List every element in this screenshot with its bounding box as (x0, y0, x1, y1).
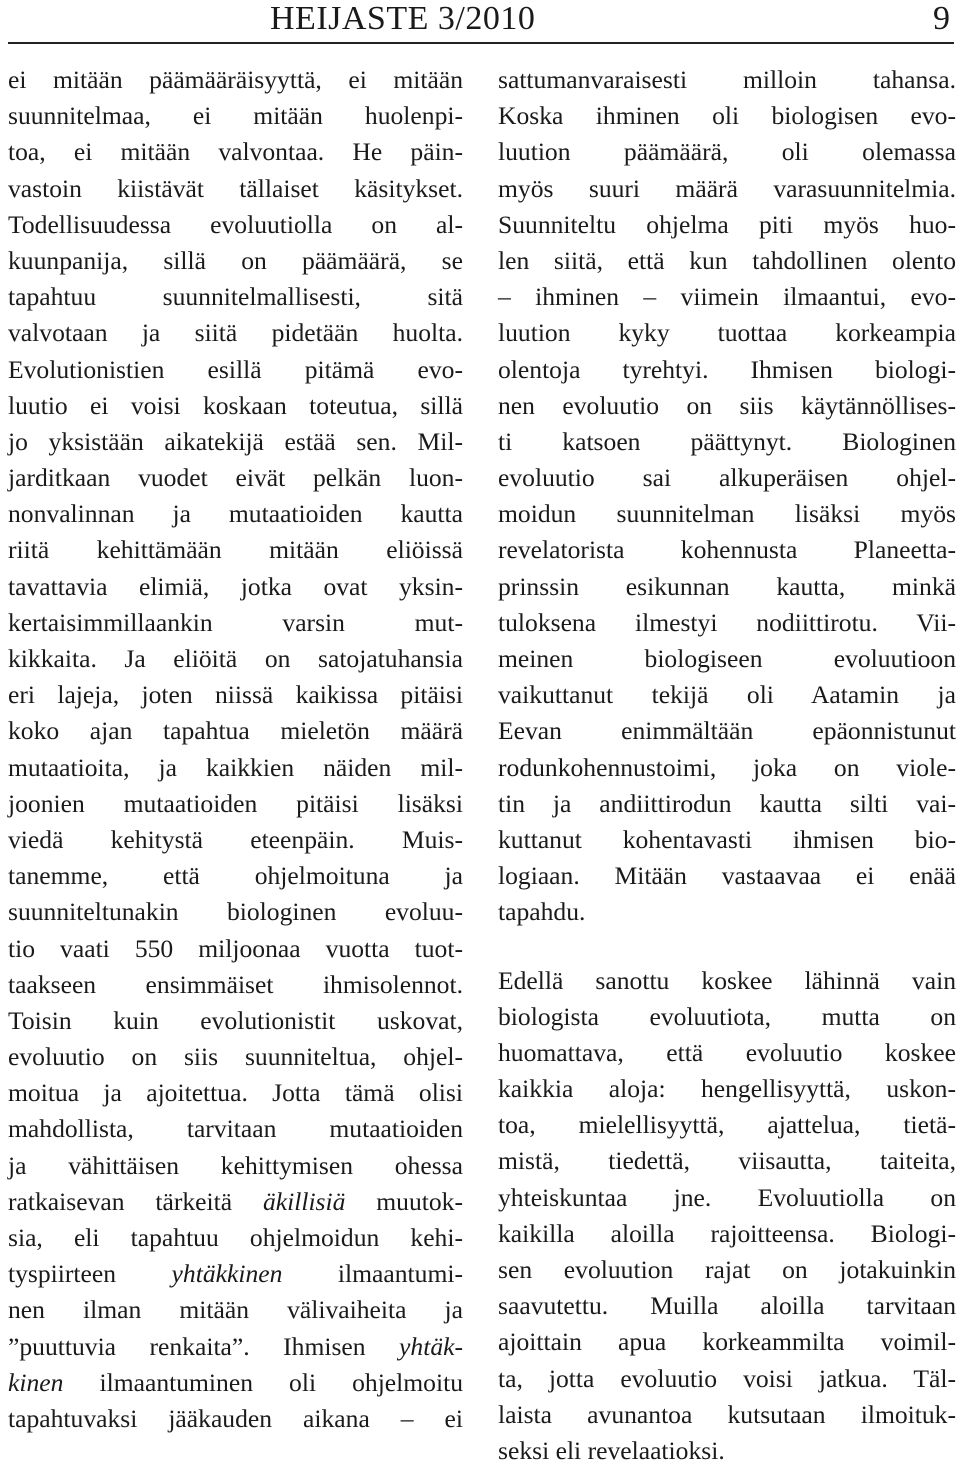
text-line: prinssin esikunnan kautta, minkä (498, 571, 956, 601)
text-line: moidun suunnitelman lisäksi myös (498, 499, 956, 529)
text-line (8, 1184, 463, 1220)
text-line: Eevan enimmältään epäonnistunut (498, 716, 956, 746)
text-line: meinen biologiseen evoluutioon (498, 644, 956, 673)
text-line: taakseen ensimmäiset ihmisolennot. (8, 969, 463, 999)
paragraph (498, 62, 956, 931)
text-line: Koska ihminen oli biologisen evo- (498, 101, 956, 131)
text-line: sia, eli tapahtuu ohjelmoidun kehi- (8, 1223, 463, 1252)
text-line: joonien mutaatioiden pitäisi lisäksi (8, 788, 463, 818)
italic-emphasis: kinen (8, 1367, 64, 1397)
text-line: tavattavia elimiä, jotka ovat yksin- (8, 571, 463, 601)
text-line: huomattava, että evoluutio koskee (498, 1037, 956, 1067)
text-line: riitä kehittämään mitään eliöissä (8, 535, 463, 565)
text-line (8, 1365, 463, 1401)
text-line: – ihminen – viimein ilmaantui, evo- (498, 282, 956, 312)
text-line: tapahdu. (498, 897, 586, 927)
text-line: Toisin kuin evolutionistit uskovat, (8, 1005, 463, 1035)
text-segment: ilmaantumi- (282, 1259, 464, 1289)
text-line: kaikilla aloilla rajoitteensa. Biologi- (498, 1218, 956, 1248)
text-segment: tyspiirteen (8, 1259, 172, 1289)
right-column (498, 62, 956, 1469)
text-line: Todellisuudessa evoluutiolla on al- (8, 209, 463, 239)
text-line: tin ja andiittirodun kautta silti vai- (498, 788, 956, 818)
text-segment: muutok- (345, 1186, 463, 1216)
text-line: ajoittain apua korkeammilta voimil- (498, 1327, 956, 1357)
text-line: jarditkaan vuodet eivät pelkän luon- (8, 463, 463, 493)
italic-emphasis: äkillisiä (262, 1186, 346, 1216)
text-line: ei mitään päämääräisyyttä, ei mitään (8, 65, 463, 94)
text-line: toa, ei mitään valvontaa. He päin- (8, 137, 463, 167)
publication-title: HEIJASTE 3/2010 (270, 0, 536, 37)
italic-emphasis: yhtäk- (399, 1331, 463, 1361)
text-line: myös suuri määrä varasuunnitelmia. (498, 173, 956, 203)
text-line: valvotaan ja siitä pidetään huolta. (8, 318, 463, 348)
text-line: kuunpanija, sillä on päämäärä, se (8, 245, 463, 275)
text-line: nonvalinnan ja mutaatioiden kautta (8, 499, 463, 529)
text-line: sattumanvaraisesti milloin tahansa. (498, 65, 956, 94)
text-segment: ilmaantuminen oli ohjelmoitu (63, 1367, 463, 1397)
text-line: revelatorista kohennusta Planeetta- (498, 535, 956, 565)
text-line: Evolutionistien esillä pitämä evo- (8, 354, 463, 384)
text-line: ta, jotta evoluutio voisi jatkua. Täl- (498, 1363, 956, 1393)
text-line: tapahtuu suunnitelmallisesti, sitä (8, 282, 463, 312)
text-line: rodunkohennustoimi, joka on viole- (498, 752, 956, 782)
text-line: suunnitelmaa, ei mitään huolenpi- (8, 101, 463, 131)
text-line: moitua ja ajoitettua. Jotta tämä olisi (8, 1078, 463, 1108)
text-line: sen evoluution rajat on jotakuinkin (498, 1255, 956, 1284)
text-line: tapahtuvaksi jääkauden aikana – ei (8, 1403, 463, 1433)
text-line: toa, mielellisyyttä, ajattelua, tietä- (498, 1110, 956, 1140)
text-line: suunniteltunakin biologinen evoluu- (8, 897, 463, 927)
text-line: nen ilman mitään välivaiheita ja (8, 1295, 463, 1325)
text-line: len siitä, että kun tahdollinen olento (498, 245, 956, 275)
text-line: mutaatioita, ja kaikkien näiden mil- (8, 752, 463, 782)
text-line: kertaisimmillaankin varsin mut- (8, 607, 463, 637)
text-line: Suunniteltu ohjelma piti myös huo- (498, 209, 956, 239)
text-line: laista avunantoa kutsutaan ilmoituk- (498, 1399, 956, 1429)
text-line: tio vaati 550 miljoonaa vuotta tuot- (8, 933, 463, 963)
text-line: vaikuttanut tekijä oli Aatamin ja (498, 680, 956, 710)
text-line: ti katsoen päättynyt. Biologinen (498, 426, 956, 456)
header-divider (8, 42, 954, 44)
text-line: evoluutio sai alkuperäisen ohjel- (498, 463, 956, 493)
text-line: evoluutio on siis suunniteltua, ohjel- (8, 1042, 463, 1072)
text-line: jo yksistään aikatekijä estää sen. Mil- (8, 426, 463, 456)
text-line: mahdollista, tarvitaan mutaatioiden (8, 1114, 463, 1144)
text-line: seksi eli revelaatioksi. (498, 1435, 725, 1465)
text-segment: ratkaisevan tärkeitä (8, 1186, 263, 1216)
text-line: yhteiskuntaa jne. Evoluutiolla on (498, 1182, 956, 1212)
text-line: viedä kehitystä eteenpäin. Muis- (8, 824, 463, 854)
text-line: tanemme, että ohjelmoituna ja (8, 861, 463, 891)
text-line (8, 1256, 463, 1292)
text-line: kaikkia aloja: hengellisyyttä, uskon- (498, 1074, 956, 1104)
text-line: nen evoluutio on siis käytännöllises- (498, 390, 956, 420)
text-line: kikkaita. Ja eliöitä on satojatuhansia (8, 644, 463, 673)
text-line: tuloksena ilmestyi nodiittirotu. Vii- (498, 607, 956, 637)
text-segment: ”puuttuvia renkaita”. Ihmisen (8, 1331, 400, 1361)
text-line: eri lajeja, joten niissä kaikissa pitäisi (8, 680, 463, 710)
left-column (8, 62, 463, 1437)
text-line: mistä, tiedettä, viisautta, taiteita, (498, 1146, 956, 1176)
text-line: kuttanut kohentavasti ihmisen bio- (498, 824, 956, 854)
text-line: biologista evoluutiota, mutta on (498, 1001, 956, 1031)
text-line: luution päämäärä, oli olemassa (498, 137, 956, 167)
text-line: vastoin kiistävät tällaiset käsitykset. (8, 173, 463, 203)
text-line: Edellä sanottu koskee lähinnä vain (498, 965, 956, 995)
page-header (0, 0, 960, 40)
text-line (8, 1329, 463, 1365)
text-line: logiaan. Mitään vastaavaa ei enää (498, 861, 956, 891)
page-number: 9 (933, 0, 950, 37)
text-line: saavutettu. Muilla aloilla tarvitaan (498, 1291, 956, 1321)
text-line: ja vähittäisen kehittymisen ohessa (8, 1150, 463, 1180)
paragraph (498, 963, 956, 1470)
text-line: olentoja tyrehtyi. Ihmisen biologi- (498, 354, 956, 384)
text-line: koko ajan tapahtua mieletön määrä (8, 716, 463, 746)
text-line: luution kyky tuottaa korkeampia (498, 318, 956, 348)
italic-emphasis: yhtäkkinen (171, 1259, 283, 1289)
text-line: luutio ei voisi koskaan toteutua, sillä (8, 390, 463, 420)
